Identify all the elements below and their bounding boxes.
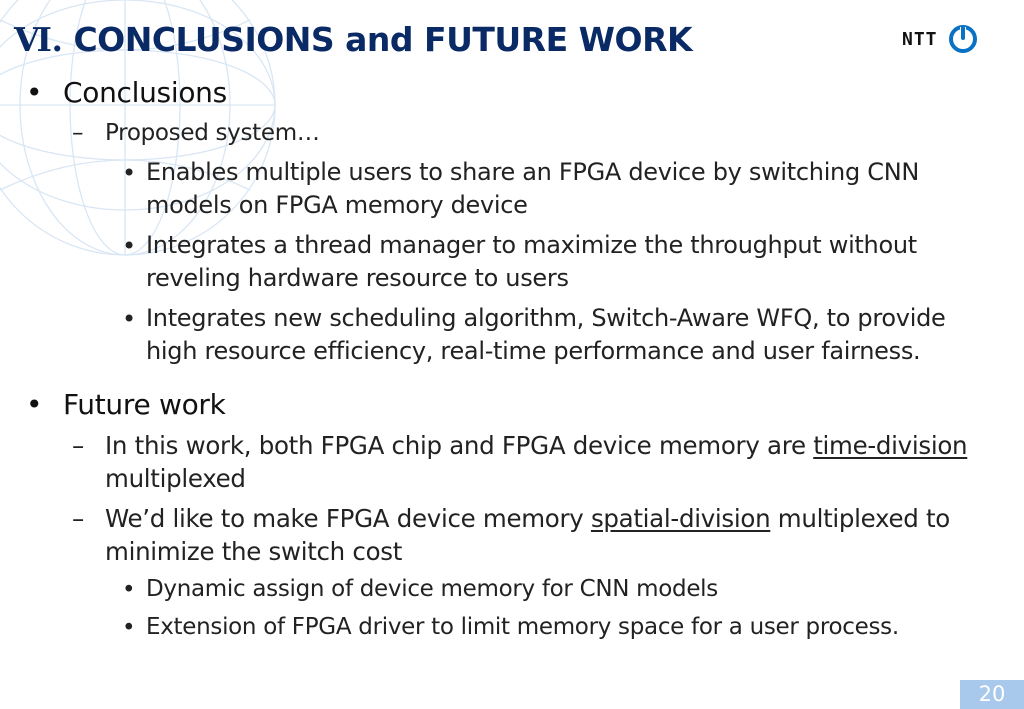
logo-text: NTT <box>902 28 938 50</box>
bullet-icon: • <box>122 232 137 260</box>
future-item-1-text: In this work, both FPGA chip and FPGA device memory are <box>105 431 814 460</box>
bullet-icon: • <box>26 76 43 109</box>
conclusion-item-2-line2: reveling hardware resource to users <box>146 264 569 292</box>
bullet-icon: • <box>122 577 136 603</box>
ntt-logo <box>902 24 980 54</box>
conclusion-item-1-line2: models on FPGA memory device <box>146 191 528 219</box>
future-item-1-line1 <box>105 431 967 460</box>
future-item-2-line1 <box>105 504 950 533</box>
conclusion-item-1-line1: Enables multiple users to share an FPGA device by switching CNN <box>146 158 919 186</box>
dash-icon: – <box>72 120 84 146</box>
dash-icon: – <box>72 504 85 533</box>
ntt-ring-icon <box>946 24 980 54</box>
bullet-icon: • <box>122 615 136 641</box>
future-item-2-text-post: multiplexed to <box>770 504 950 533</box>
page-title <box>14 20 692 59</box>
future-subitem-2: Extension of FPGA driver to limit memory space for a user process. <box>146 614 899 640</box>
page-number: 20 <box>960 680 1024 709</box>
bullet-icon: • <box>122 159 137 187</box>
conclusion-item-3-line1: Integrates new scheduling algorithm, Switch-Aware WFQ, to provide <box>146 304 946 332</box>
conclusions-heading: Conclusions <box>63 76 227 109</box>
future-heading: Future work <box>63 388 226 421</box>
future-item-2-text: We’d like to make FPGA device memory <box>105 504 591 533</box>
title-text: CONCLUSIONS and FUTURE WORK <box>73 20 693 59</box>
conclusion-item-2-line1: Integrates a thread manager to maximize the throughput without <box>146 231 917 259</box>
conclusions-sub: Proposed system… <box>105 120 320 146</box>
bullet-icon: • <box>122 305 137 333</box>
future-subitem-1: Dynamic assign of device memory for CNN models <box>146 576 718 602</box>
future-item-1-line2: multiplexed <box>105 464 246 493</box>
dash-icon: – <box>72 431 85 460</box>
bullet-icon: • <box>26 388 43 421</box>
title-roman-numeral: Ⅵ. <box>14 20 63 59</box>
underlined-term-time-division: time-division <box>813 431 968 460</box>
future-item-2-line2: minimize the switch cost <box>105 537 403 566</box>
underlined-term-spatial-division: spatial-division <box>590 504 771 533</box>
conclusion-item-3-line2: high resource efficiency, real-time performance and user fairness. <box>146 337 921 365</box>
